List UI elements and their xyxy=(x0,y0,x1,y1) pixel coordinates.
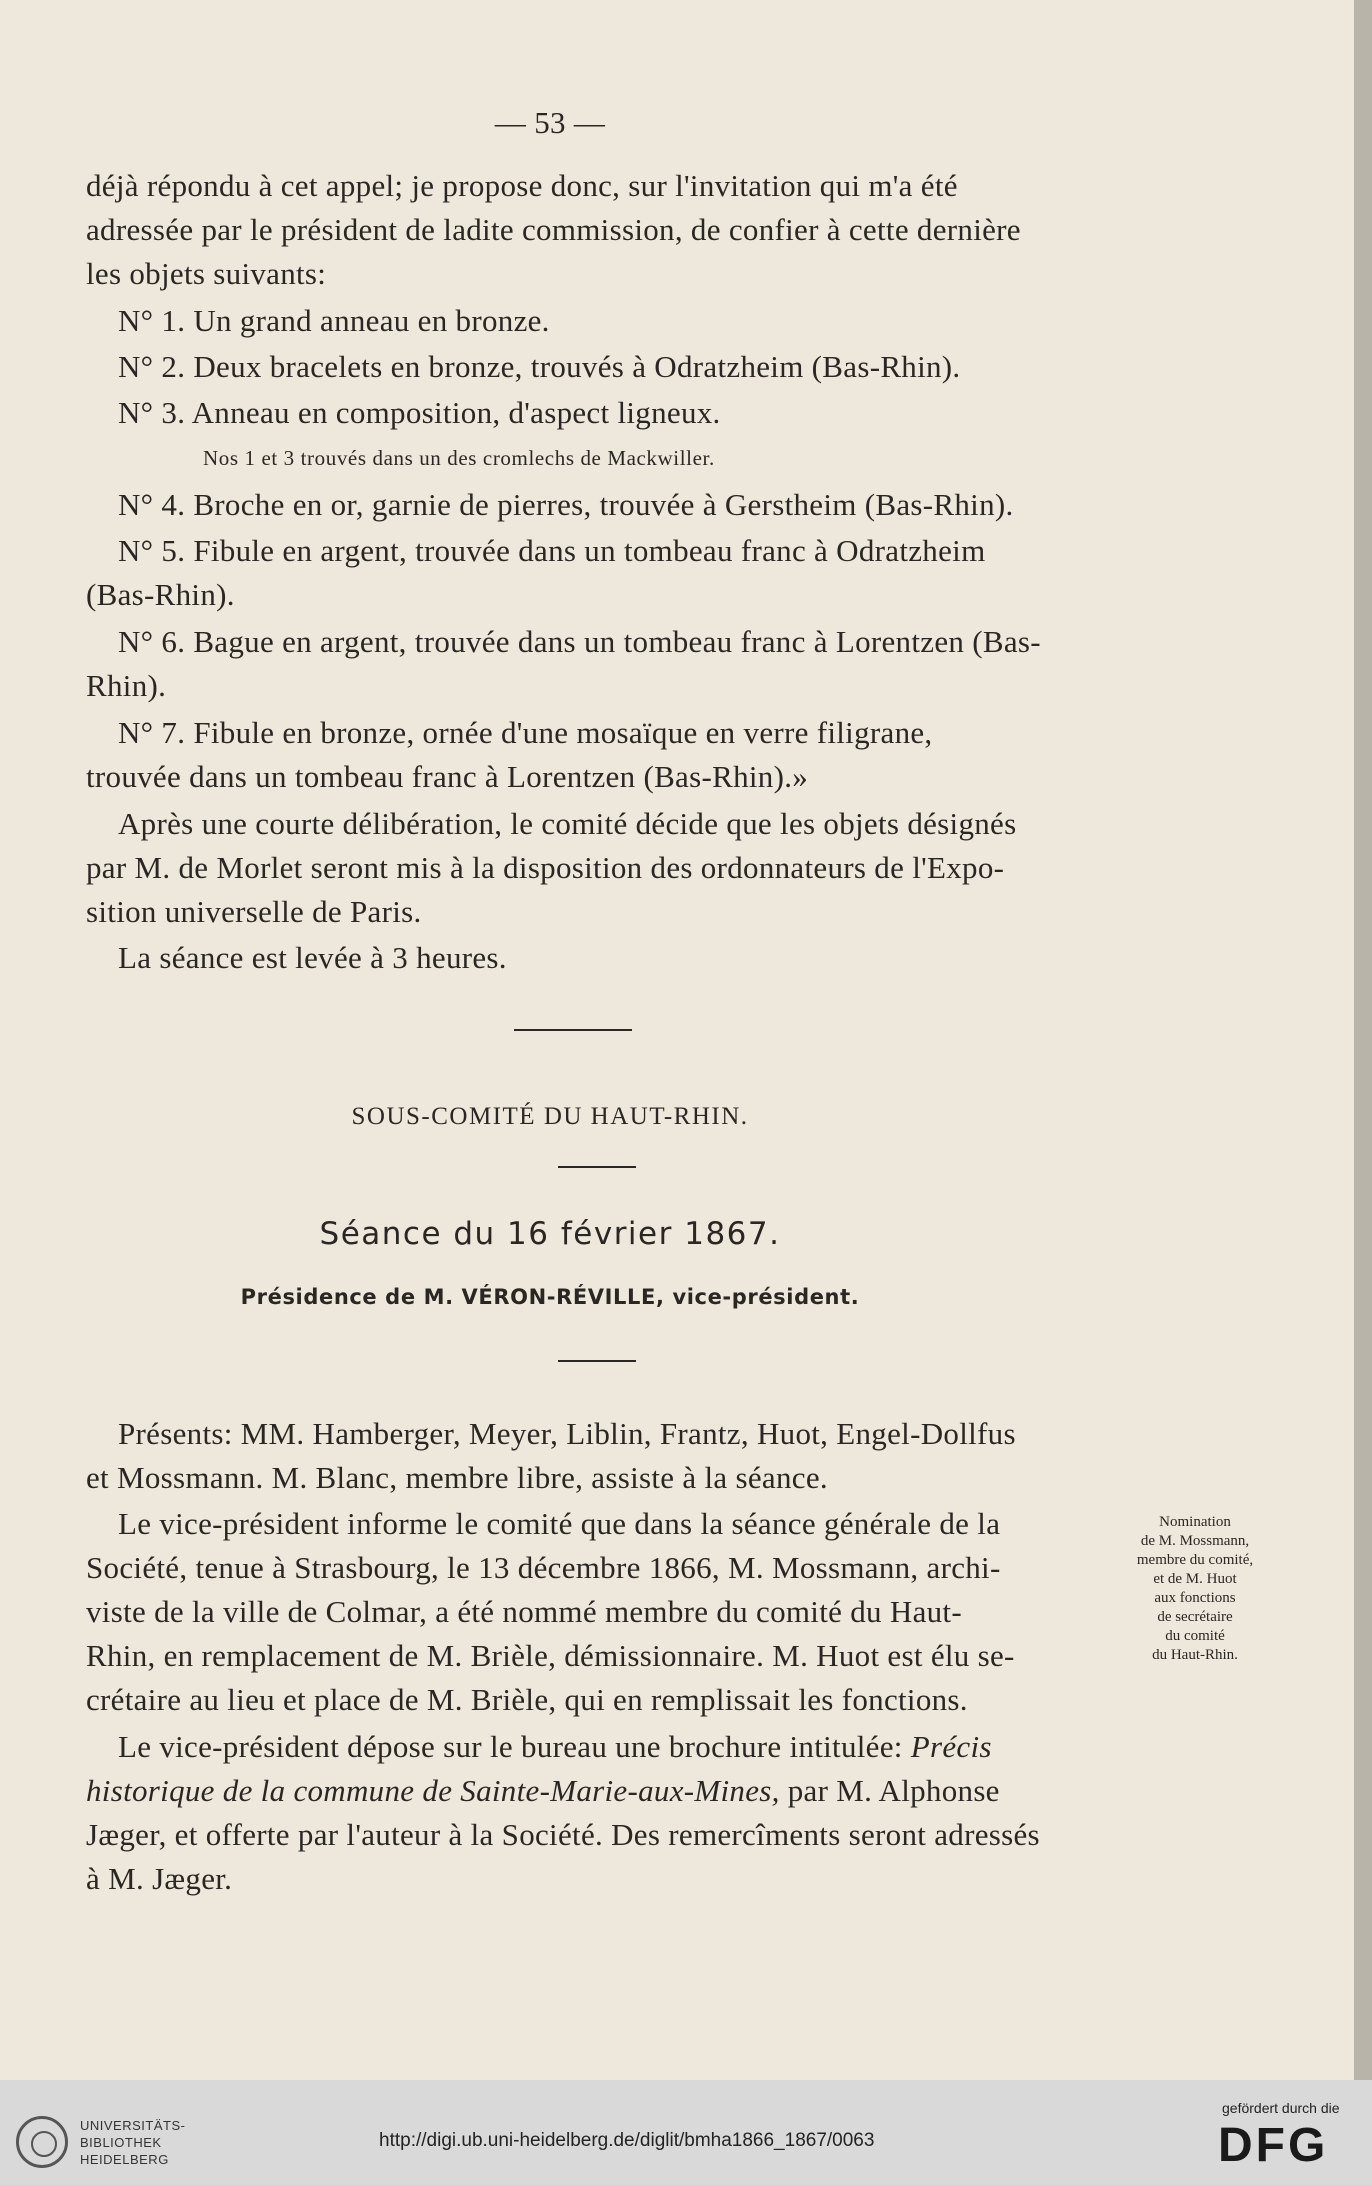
funding-text: gefördert durch die xyxy=(1222,2100,1340,2116)
item-5-cont: (Bas-Rhin). xyxy=(86,577,235,612)
viewer-footer xyxy=(0,2080,1372,2185)
item-5: N° 5. Fibule en argent, trouvée dans un tombeau franc à Odratzheim xyxy=(118,533,986,568)
paragraph2-line2: par M. de Morlet seront mis à la disposition des ordonnateurs de l'Expo- xyxy=(86,850,1005,885)
paragraph3-line2: Société, tenue à Strasbourg, le 13 décembre 1866, M. Mossmann, archi- xyxy=(86,1550,1001,1585)
divider-2 xyxy=(558,1166,636,1168)
paragraph4-line4: à M. Jæger. xyxy=(86,1861,233,1896)
item-7-cont: trouvée dans un tombeau franc à Lorentzen (Bas-Rhin).» xyxy=(86,759,809,794)
presidence-line: Présidence de M. VÉRON-RÉVILLE, vice-président. xyxy=(240,1285,860,1309)
paragraph4-title-start: Précis xyxy=(910,1729,992,1764)
marginal-note-line: Nomination xyxy=(1159,1514,1231,1530)
item-1: N° 1. Un grand anneau en bronze. xyxy=(118,303,550,338)
divider-3 xyxy=(558,1360,636,1362)
marginal-note-line: de secrétaire xyxy=(1157,1609,1233,1625)
closing-line: La séance est levée à 3 heures. xyxy=(118,940,507,975)
paragraph4-line2 xyxy=(86,1773,1000,1809)
divider-1 xyxy=(514,1029,632,1031)
marginal-note xyxy=(1115,1513,1275,1665)
permalink-url[interactable]: http://digi.ub.uni-heidelberg.de/diglit/bmha1866_1867/0063 xyxy=(379,2130,875,2151)
paragraph1-line3: les objets suivants: xyxy=(86,256,327,291)
paragraph4-title-rest: historique de la commune de Sainte-Marie-aux-Mines, xyxy=(86,1773,780,1808)
item-2: N° 2. Deux bracelets en bronze, trouvés à Odratzheim (Bas-Rhin). xyxy=(118,349,961,384)
paragraph4-line3: Jæger, et offerte par l'auteur à la Société. Des remercîments seront adressés xyxy=(86,1817,1040,1852)
item-6: N° 6. Bague en argent, trouvée dans un tombeau franc à Lorentzen (Bas- xyxy=(118,624,1041,659)
marginal-note-line: aux fonctions xyxy=(1154,1590,1236,1606)
paragraph4-line2-text: par M. Alphonse xyxy=(779,1773,1000,1808)
paragraph4-line1 xyxy=(118,1729,992,1765)
marginal-note-line: de M. Mossmann, xyxy=(1140,1533,1250,1549)
paragraph2-line3: sition universelle de Paris. xyxy=(86,894,422,929)
paragraph3-line3: viste de la ville de Colmar, a été nommé membre du comité du Haut- xyxy=(86,1594,962,1629)
marginal-note-line: du Haut-Rhin. xyxy=(1152,1647,1238,1663)
presents-line2: et Mossmann. M. Blanc, membre libre, assiste à la séance. xyxy=(86,1460,828,1495)
subcommittee-heading: SOUS-COMITÉ DU HAUT-RHIN. xyxy=(351,1103,749,1130)
paragraph3-line1: Le vice-président informe le comité que dans la séance générale de la xyxy=(118,1506,1001,1541)
paragraph2-line1: Après une courte délibération, le comité décide que les objets désignés xyxy=(118,806,1017,841)
library-name-line2: BIBLIOTHEK xyxy=(80,2135,162,2150)
paragraph3-line5: crétaire au lieu et place de M. Brièle, qui en remplissait les fonctions. xyxy=(86,1682,968,1717)
paragraph1-line2: adressée par le président de ladite commission, de confier à cette dernière xyxy=(86,212,1021,247)
session-title: Séance du 16 février 1867. xyxy=(319,1216,781,1252)
library-name-line3: HEIDELBERG xyxy=(80,2152,169,2167)
dfg-logo[interactable]: DFG xyxy=(1218,2119,1329,2172)
paragraph3-line4: Rhin, en remplacement de M. Brièle, démissionnaire. M. Huot est élu se- xyxy=(86,1638,1015,1673)
item-7: N° 7. Fibule en bronze, ornée d'une mosaïque en verre filigrane, xyxy=(118,715,933,750)
item-6-cont: Rhin). xyxy=(86,668,167,703)
item-4: N° 4. Broche en or, garnie de pierres, trouvée à Gerstheim (Bas-Rhin). xyxy=(118,487,1014,522)
library-name-line1: UNIVERSITÄTS- xyxy=(80,2118,186,2133)
marginal-note-line: membre du comité, xyxy=(1136,1552,1254,1568)
paragraph4-line1-text: Le vice-président dépose sur le bureau une brochure intitulée: xyxy=(118,1729,911,1764)
paragraph1-line1: déjà répondu à cet appel; je propose donc, sur l'invitation qui m'a été xyxy=(86,168,958,203)
item-3: N° 3. Anneau en composition, d'aspect ligneux. xyxy=(118,395,721,430)
university-seal-icon[interactable] xyxy=(16,2116,68,2168)
presents-line1: Présents: MM. Hamberger, Meyer, Liblin, Frantz, Huot, Engel-Dollfus xyxy=(118,1416,1016,1451)
page-number: — 53 — xyxy=(494,105,606,140)
page-edge xyxy=(1354,0,1372,2080)
marginal-note-line: et de M. Huot xyxy=(1153,1571,1237,1587)
marginal-note-line: du comité xyxy=(1165,1628,1225,1644)
note-line: Nos 1 et 3 trouvés dans un des cromlechs de Mackwiller. xyxy=(203,446,715,470)
